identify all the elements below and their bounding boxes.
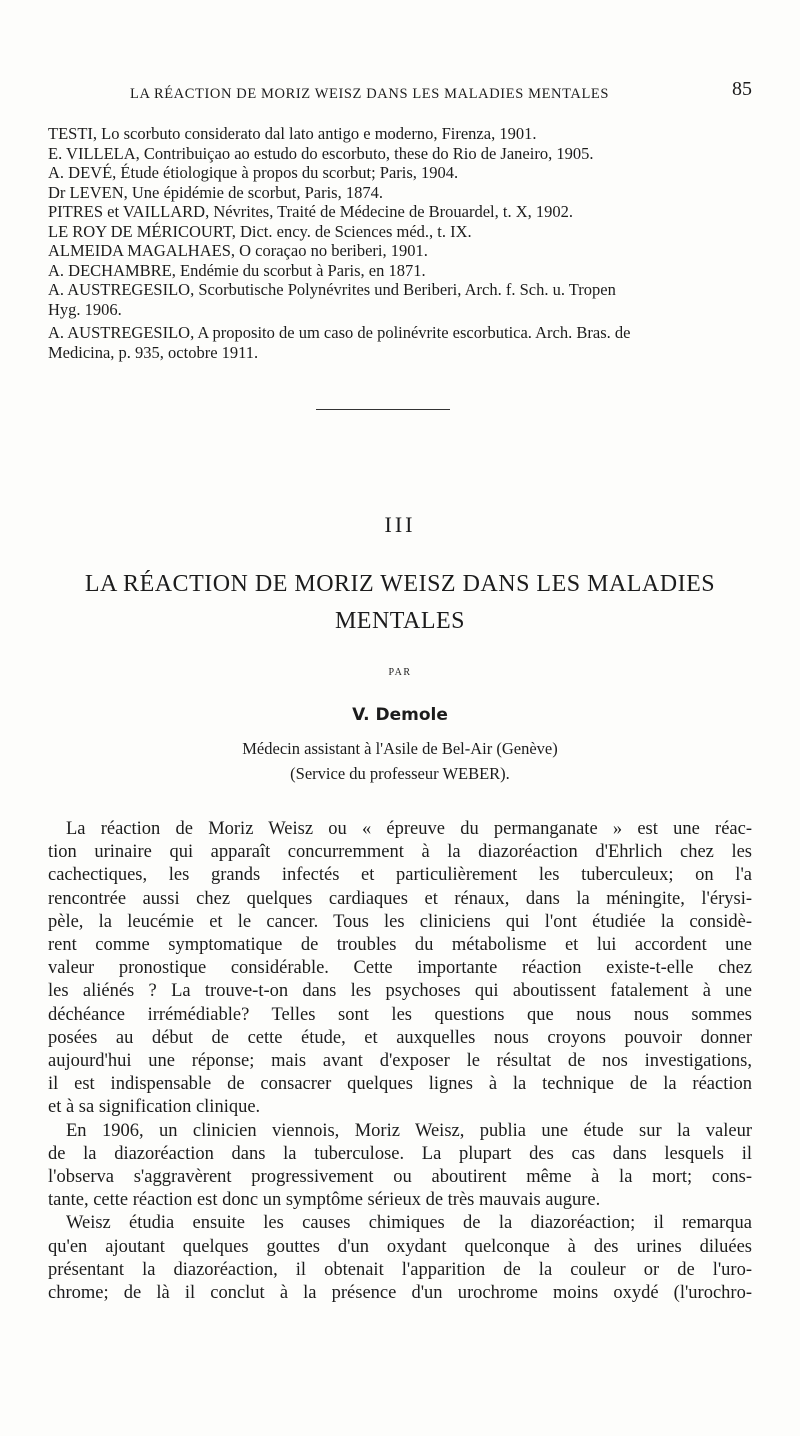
author-name: V. Demole <box>352 705 448 725</box>
reference-item: A. DEVÉ, Étude étiologique à propos du scorbut; Paris, 1904. <box>48 163 459 182</box>
affiliation-line: Médecin assistant à l'Asile de Bel-Air (Genève) <box>242 739 558 758</box>
reference-item: TESTI, Lo scorbuto considerato dal lato antigo e moderno, Firenza, 1901. <box>48 124 537 143</box>
page-number: 85 <box>732 78 752 100</box>
reference-item: A. AUSTREGESILO, Scorbutische Polynévrites und Beriberi, Arch. f. Sch. u. Tropen Hyg. 1906. <box>48 280 616 319</box>
paragraph: La réaction de Moriz Weisz ou « épreuve du permanganate » est une réac- tion urinaire qui apparaît concurremment à la diazoréaction d'Ehrlich chez les cachectiques, les grands infectés et particulièrement les tuberculeux; on l'a rencontrée aussi chez quelques cardiaques et rénaux, dans la méningite, l'érysi- pèle, la leucémie et le cancer. Tous les cliniciens qui l'ont étudiée la considè- rent comme symptomatique de troubles du métabolisme et lui accordent une valeur pronostique considérable. Cette importante réaction existe-t-elle chez les aliénés ? La trouve-t-on dans les psychoses qui aboutissent fatalement à une déchéance irrémédiable? Telles sont les questions que nous nous sommes posées au début de cette étude, et auxquelles nous croyons pouvoir donner aujourd'hui une réponse; mais avant d'exposer le résultat de nos investigations, il est indispensable de consacrer quelques lignes à la technique de la réaction et à sa signification clinique. <box>48 819 752 1118</box>
article-title-line: LA RÉACTION DE MORIZ WEISZ DANS LES MALADIES <box>84 571 716 597</box>
reference-item: E. VILLELA, Contribuiçao ao estudo do escorbuto, these do Rio de Janeiro, 1905. <box>48 143 594 163</box>
running-head <box>48 78 752 102</box>
author-affiliation <box>0 736 800 786</box>
reference-item: ALMEIDA MAGALHAES, O coraçao no beriberi, 1901. <box>48 241 428 260</box>
running-title: LA RÉACTION DE MORIZ WEISZ DANS LES MALADIES MENTALES <box>130 86 610 102</box>
article-title-line: MENTALES <box>334 608 466 634</box>
reference-item: LE ROY DE MÉRICOURT, Dict. ency. de Sciences méd., t. IX. <box>48 221 472 241</box>
paragraph: En 1906, un clinicien viennois, Moriz Weisz, publia une étude sur la valeur de la diazoréaction dans la tuberculose. La plupart des cas dans lesquels il l'observa s'aggravèrent progressivement ou aboutirent même à la mort; cons- tante, cette réaction est donc un symptôme sérieux de très mauvais augure. Weisz étudia ensuite les causes chimiques de la diazoréaction; il remarqua qu'en ajoutant quelques gouttes d'un oxydant quelconque à des urines diluées présentant la diazoréaction, il obtenait l'apparition de la couleur or de l'uro- chrome; de là il conclut à la présence d'un urochrome moins oxydé (l'urochro- <box>48 1120 752 1304</box>
bibliography <box>48 124 742 362</box>
affiliation-line: (Service du professeur WEBER). <box>290 764 510 783</box>
reference-item: A. AUSTREGESILO, A proposito de um caso de polinévrite escorbutica. Arch. Bras. de Medicina, p. 935, octobre 1911. <box>48 323 631 362</box>
reference-item: Dr LEVEN, Une épidémie de scorbut, Paris, 1874. <box>48 182 383 202</box>
body-text <box>48 818 752 1305</box>
byline-par: PAR <box>388 667 412 678</box>
section-divider <box>316 409 450 410</box>
reference-item: PITRES et VAILLARD, Névrites, Traité de Médecine de Brouardel, t. X, 1902. <box>48 202 574 221</box>
chapter-number: III <box>384 512 416 537</box>
reference-item: A. DECHAMBRE, Endémie du scorbut à Paris, en 1871. <box>48 260 426 280</box>
article-title <box>50 566 750 640</box>
